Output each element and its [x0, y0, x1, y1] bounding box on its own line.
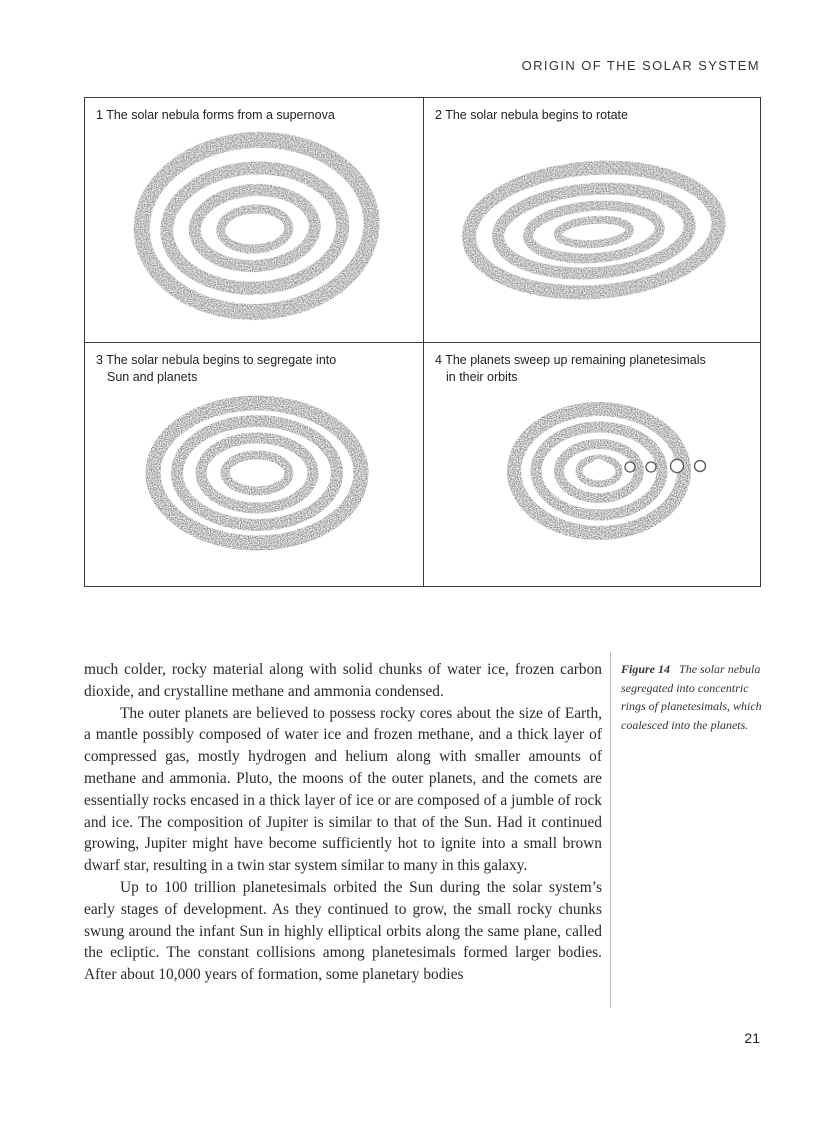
panel-1-caption: 1 The solar nebula forms from a supernova — [96, 108, 335, 122]
panel-2 — [424, 98, 760, 343]
body-text — [84, 659, 602, 986]
figure-caption-text: The solar nebula segregated into concentric rings of planetesimals, which coalesced into the planets. — [621, 662, 762, 732]
panel-3-caption: 3 The solar nebula begins to segregate into Sun and planets — [96, 353, 337, 384]
figure-label: Figure 14 — [621, 662, 671, 676]
paragraph-1: much colder, rocky material along with solid chunks of water ice, frozen carbon dioxide, and crystalline methane and ammonia condensed. — [84, 661, 602, 700]
running-head: ORIGIN OF THE SOLAR SYSTEM — [521, 58, 760, 73]
figure-14 — [84, 97, 761, 587]
caption-divider — [610, 652, 611, 1008]
panel-1 — [85, 98, 424, 343]
page-number: 21 — [744, 1030, 760, 1046]
planet-3 — [671, 460, 684, 473]
planet-1 — [625, 462, 635, 472]
paragraph-2: The outer planets are believed to possess rocky cores about the size of Earth, a mantle possibly composed of water ice and frozen methane, and a thick layer of compressed gas, mostly hydrogen and helium along with smaller amounts of methane and ammonia. Pluto, the moons of the outer planets, and the comets are essentially rocks encased in a thick layer of ice or are composed of a jumble of rock and ice. The composition of Jupiter is similar to that of the Sun. Had it continued growing, Jupiter might have become sufficiently hot to ignite into a small brown dwarf star, resulting in a twin star system similar to many in this galaxy. — [84, 704, 602, 875]
paragraph-3: Up to 100 trillion planetesimals orbited the Sun during the solar system’s early stages of development. As they continued to grow, the small rocky chunks swung around the infant Sun in highly elliptical orbits along the same plane, called the ecliptic. The constant collisions among planetesimals formed larger bodies. After about 10,000 years of formation, some planetary bodies — [84, 878, 602, 984]
nebula-illustration-1 — [85, 98, 423, 342]
sun-core — [591, 459, 607, 475]
panel-4-caption: 4 The planets sweep up remaining planetesimals in their orbits — [435, 353, 706, 384]
planet-2 — [646, 462, 656, 472]
panel-3 — [85, 343, 424, 586]
figure-caption — [621, 660, 766, 734]
nebula-illustration-2 — [424, 98, 760, 342]
planet-4 — [695, 461, 706, 472]
panel-2-caption: 2 The solar nebula begins to rotate — [435, 108, 628, 122]
panel-4 — [424, 343, 760, 586]
